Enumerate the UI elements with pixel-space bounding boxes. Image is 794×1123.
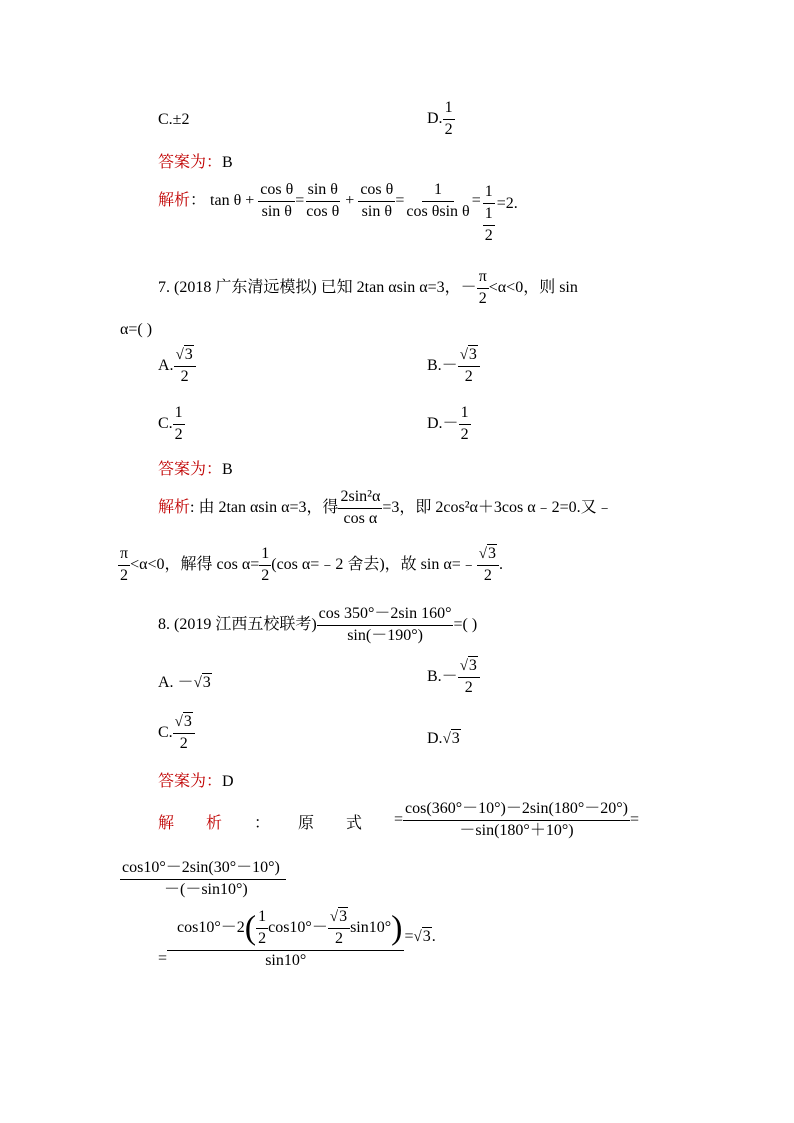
text: (cos α=﹣2 舍去)，故 sin α=﹣ <box>271 555 477 573</box>
numerator: 1 <box>483 184 495 204</box>
denominator: 2 <box>484 226 493 244</box>
denominator: cos α <box>343 509 378 527</box>
numerator: cos10°－2sin(30°－10°) <box>120 860 286 880</box>
fraction <box>259 546 271 585</box>
fraction <box>173 714 195 753</box>
denominator: 2 <box>483 566 492 584</box>
numerator: 2sin²α <box>338 489 382 509</box>
equals: = <box>394 810 404 828</box>
answer-label: 答案为： <box>158 773 223 790</box>
plus: + <box>345 191 355 209</box>
numerator <box>458 658 480 678</box>
q7-solution-line2 <box>118 546 503 585</box>
text: =3，即 2cos²α＋3cos α﹣2=0.又﹣ <box>382 498 613 516</box>
fraction <box>120 860 286 899</box>
radicand: 3 <box>339 908 348 925</box>
q8-solution-label-2: 析 <box>206 815 223 832</box>
stem-text: =( ) <box>453 615 478 633</box>
option-label: B.－ <box>427 667 458 685</box>
denominator: 2 <box>179 734 188 752</box>
stem-text: 8. (2019 江西五校联考) <box>158 615 317 633</box>
q8-option-c <box>158 714 195 753</box>
fraction <box>404 182 471 221</box>
solution-label: 解析 <box>158 191 191 209</box>
q7-option-a <box>158 347 196 386</box>
fraction <box>459 405 471 444</box>
radicand: 3 <box>184 346 193 363</box>
fraction <box>174 347 196 386</box>
numerator: cos θ <box>358 182 395 202</box>
fraction <box>118 546 130 585</box>
numerator: cos 350°－2sin 160° <box>317 606 454 626</box>
radicand: 3 <box>487 545 496 562</box>
numerator: 1 <box>443 100 455 120</box>
text: cos10°－2 <box>177 918 245 936</box>
denominator <box>481 204 497 245</box>
sqrt: √3 <box>478 545 496 562</box>
q8-solution-word-1: 原 <box>298 815 315 832</box>
fraction <box>458 347 480 386</box>
numerator: π <box>477 269 489 289</box>
denominator: sin θ <box>261 202 292 220</box>
radicand: 3 <box>202 674 211 691</box>
fraction <box>477 269 489 308</box>
denominator: 2 <box>180 367 189 385</box>
equals: = <box>629 810 639 828</box>
option-label: D. <box>427 730 443 747</box>
denominator: －sin(180°＋10°) <box>459 821 574 839</box>
q8-answer <box>158 774 234 790</box>
numerator: cos θ <box>258 182 295 202</box>
q8-solution-colon: ： <box>254 815 271 832</box>
numerator: 1 <box>483 206 495 226</box>
denominator: 2 <box>261 566 270 584</box>
sqrt: √3 <box>329 908 348 925</box>
numerator: 1 <box>259 546 271 566</box>
answer-value: B <box>222 154 233 171</box>
numerator: cos(360°－10°)－2sin(180°－20°) <box>403 801 630 821</box>
denominator: 2 <box>444 120 453 138</box>
answer-label: 答案为： <box>158 154 223 171</box>
radicand: 3 <box>422 927 431 945</box>
equals: = <box>295 191 305 209</box>
denominator: 2 <box>464 367 473 385</box>
fraction <box>258 182 295 221</box>
fraction <box>317 606 454 645</box>
text: <α<0，解得 cos α= <box>130 555 260 573</box>
radicand: 3 <box>468 657 477 674</box>
sqrt: √3 <box>459 346 477 363</box>
option-label: D. <box>427 109 443 127</box>
denominator: cos θ <box>306 202 340 220</box>
fraction <box>477 546 499 585</box>
q8-solution-line3 <box>158 909 436 969</box>
result: =√3. <box>404 927 436 945</box>
numerator: 1 <box>173 405 185 425</box>
radicand: 3 <box>468 346 477 363</box>
q6-answer <box>158 155 233 171</box>
option-label: A. <box>158 356 174 374</box>
equals: = <box>158 949 168 967</box>
denominator: sin10° <box>265 951 307 969</box>
radicand: 3 <box>451 730 460 747</box>
stem-text: <α<0，则 sin <box>488 278 578 296</box>
minus: － <box>460 278 477 296</box>
q8-solution-line1 <box>394 801 639 840</box>
text: sin10° <box>350 918 392 936</box>
q8-option-d <box>427 731 461 747</box>
result: =2. <box>496 195 518 212</box>
sqrt: √3 <box>442 730 460 747</box>
q6-solution <box>158 182 518 244</box>
equals: = <box>395 191 405 209</box>
option-label: C. <box>158 723 173 741</box>
denominator: 2 <box>478 289 487 307</box>
numerator <box>477 546 499 566</box>
numerator <box>458 347 480 367</box>
option-label: A. － <box>158 674 194 691</box>
denominator: 2 <box>464 678 473 696</box>
fraction <box>338 489 382 528</box>
denominator: 2 <box>120 566 129 584</box>
colon: ： <box>190 191 207 209</box>
fraction <box>167 909 404 969</box>
q7-option-d <box>427 405 471 444</box>
q7-answer <box>158 462 233 478</box>
denominator: sin θ <box>361 202 392 220</box>
sqrt: √3 <box>175 346 193 363</box>
solution-label: 解析 <box>158 498 191 516</box>
stem-text: 7. (2018 广东清远模拟) 已知 2tan αsin α=3， <box>158 278 461 296</box>
q8-solution-line2 <box>120 860 286 899</box>
numerator: 1 <box>422 182 454 202</box>
denominator: －(－sin10°) <box>164 880 248 898</box>
left-paren: ( <box>244 909 257 947</box>
fraction <box>328 909 350 948</box>
fraction <box>458 658 480 697</box>
q7-option-b <box>427 347 480 386</box>
numerator: sin θ <box>306 182 340 202</box>
answer-label: 答案为： <box>158 461 223 478</box>
q7-stem <box>158 269 578 308</box>
radicand: 3 <box>183 713 192 730</box>
q8-option-b <box>427 658 480 697</box>
q7-option-c <box>158 405 185 444</box>
sqrt: √3 <box>193 674 211 691</box>
q8-solution-word-2: 式 <box>346 815 363 832</box>
numerator <box>167 909 404 951</box>
sqrt: √3 <box>413 927 431 945</box>
numerator <box>328 909 350 929</box>
right-paren: ) <box>391 909 403 947</box>
fraction <box>256 909 268 948</box>
fraction <box>483 206 495 245</box>
answer-value: D <box>222 773 234 790</box>
period: . <box>498 555 503 573</box>
denominator: 2 <box>174 425 183 443</box>
numerator: 1 <box>459 405 471 425</box>
text: tan θ + <box>210 191 255 209</box>
answer-value: B <box>222 461 233 478</box>
option-label: D.－ <box>427 414 459 432</box>
fraction <box>358 182 395 221</box>
fraction <box>481 184 497 244</box>
q8-stem <box>158 606 477 645</box>
sqrt: √3 <box>174 713 192 730</box>
denominator: sin(－190°) <box>347 626 423 644</box>
q8-solution-label-1: 解 <box>158 815 175 832</box>
numerator <box>174 347 196 367</box>
numerator <box>173 714 195 734</box>
q7-stem-line2: α=( ) <box>120 321 153 338</box>
q8-option-a <box>158 675 212 691</box>
q7-solution-line1 <box>158 489 613 528</box>
denominator: cos θsin θ <box>406 202 470 220</box>
numerator: 1 <box>256 909 268 929</box>
q6-option-d <box>427 100 455 139</box>
fraction <box>443 100 455 139</box>
period: . <box>431 927 436 945</box>
text: : 由 2tan αsin α=3，得 <box>190 498 339 516</box>
option-label: B.－ <box>427 356 458 374</box>
denominator: 2 <box>460 425 469 443</box>
sqrt: √3 <box>459 657 477 674</box>
option-label: C. <box>158 414 173 432</box>
q6-option-c: C.±2 <box>158 111 190 128</box>
equals: = <box>471 191 481 209</box>
fraction <box>403 801 630 840</box>
text: cos10°－ <box>268 918 328 936</box>
denominator: 2 <box>258 929 267 947</box>
fraction <box>304 182 341 221</box>
denominator: 2 <box>334 929 343 947</box>
fraction <box>173 405 185 444</box>
numerator: π <box>118 546 130 566</box>
